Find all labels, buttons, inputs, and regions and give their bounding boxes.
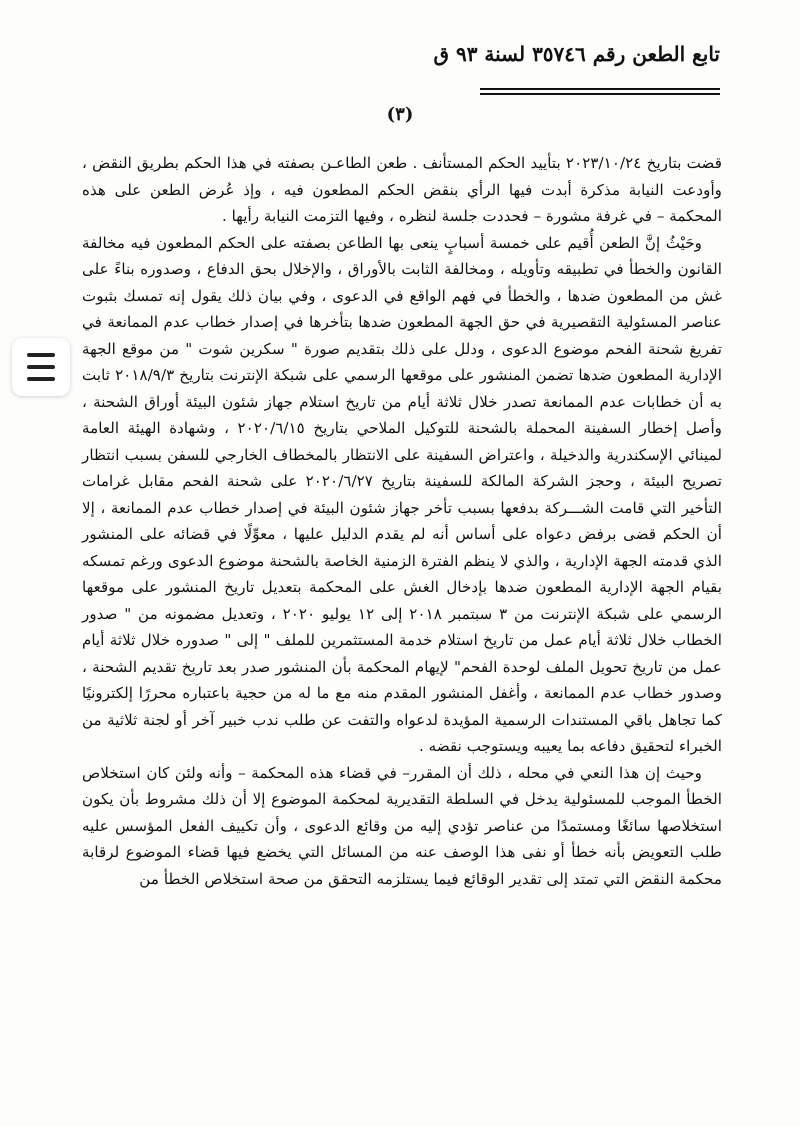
document-body <box>82 150 722 892</box>
paragraph-2: وحَيْثُ إنَّ الطعن أُقيم على خمسة أسبابٍ ينعى بها الطاعن بصفته على الحكم المطعون فيه مخالفة القانون والخطأ في تطبيقه وتأويله ، ومخالفة الثابت بالأوراق ، والإخلال بحق الدفاع ، وصدوره بناءً على غش من المطعون ضدها ، والخطأ في فهم الواقع في الدعوى ، وفي بيان ذلك يقول إنه تمسك بثبوت عناصر المسئولية التقصيرية في حق الجهة المطعون ضدها بتأخرها في إصدار خطاب عدم الممانعة في تفريغ شحنة الفحم موضوع الدعوى ، ودلل على ذلك بتقديم صورة " سكرين شوت " من موقع الجهة الإدارية المطعون ضدها تضمن المنشور على موقعها الرسمي على شبكة الإنترنت بتاريخ ٢٠١٨/٩/٣ ثابت به أن خطابات عدم الممانعة تصدر خلال ثلاثة أيام من تاريخ استلام جهاز شئون البيئة أوراق الشحنة ، وأصل إخطار السفينة المحملة بالشحنة للتوكيل الملاحي بتاريخ ٢٠٢٠/٦/١٥ ، وشهادة الهيئة العامة لمينائي الإسكندرية والدخيلة ، واعتراض السفينة على الانتظار بالمخطاف الخارجي للسفن بسبب انتظار تصريح البيئة ، وحجز الشركة المالكة للسفينة بتاريخ ٢٠٢٠/٦/٢٧ على شحنة الفحم مقابل غرامات التأخير التي قامت الشـــركة بدفعها بسبب تأخر جهاز شئون البيئة في إصدار خطاب عدم الممانعة ، إلا أن الحكم قضى برفض دعواه على أساس أنه لم يقدم الدليل عليها ، معوِّلًا في قضائه على المنشور الذي قدمته الجهة الإدارية ، والذي لا ينظم الفترة الزمنية الخاصة بالشحنة موضوع الدعوى ورغم تمسكه بقيام الجهة الإدارية المطعون ضدها بإدخال الغش على المحكمة بتعديل تاريخ المنشور على موقعها الرسمي على شبكة الإنترنت من ٣ سبتمبر ٢٠١٨ إلى ١٢ يوليو ٢٠٢٠ ، وتعديل مضمونه من " صدور الخطاب خلال ثلاثة أيام عمل من تاريخ استلام خدمة المستثمرين للملف " إلى " صدوره خلال ثلاثة أيام عمل من تاريخ تحويل الملف لوحدة الفحم" لإيهام المحكمة بأن المنشور صدر بعد تاريخ تقديم الشحنة ، وصدور خطاب عدم الممانعة ، وأغفل المنشور المقدم منه مع ما له من حجية باعتباره محررًا إلكترونيًا كما تجاهل باقي المستندات الرسمية المؤيدة لدعواه والتفت عن طلب ندب خبير آخر أو لجنة ثلاثية من الخبراء لتحقيق دفاعه بما يعيبه ويستوجب نقضه . <box>82 233 723 755</box>
paragraph-3: وحيث إن هذا النعي في محله ، ذلك أن المقرر– في قضاء هذه المحكمة – وأنه ولئن كان استخلاص الخطأ الموجب للمسئولية يدخل في السلطة التقديرية لمحكمة الموضوع إلا أن ذلك مشروط بأن يكون استخلاصها سائغًا ومستمدًا من عناصر تؤدي إليه من وقائع الدعوى ، وأن تكييف الفعل المؤسس عليه طلب التعويض بأنه خطأ أو نفى هذا الوصف عنه من المسائل التي يخضع فيها قضاء الموضوع لرقابة محكمة النقض التي تمتد إلى تقدير الوقائع فيما يستلزمه التحقق من صحة استخلاص الخطأ من <box>82 763 722 888</box>
hamburger-menu-icon-bar-2 <box>27 365 55 369</box>
header-divider-line-second <box>480 93 720 95</box>
hamburger-menu-icon <box>27 353 55 357</box>
hamburger-menu-button[interactable] <box>12 338 70 396</box>
document-header-title: تابع الطعن رقم ٣٥٧٤٦ لسنة ٩٣ ق <box>433 42 720 66</box>
page-number: (٣) <box>386 104 414 125</box>
header-divider-line <box>480 88 720 90</box>
paragraph-1: قضت بتاريخ ٢٠٢٣/١٠/٢٤ بتأييد الحكم المستأنف . طعن الطاعـن بصفته في هذا الحكم بطريق النقض ، وأودعت النيابة مذكرة أبدت فيها الرأي بنقض الحكم المطعون فيه ، وإذ عُرض الطعن على هذه المحكمة – في غرفة مشورة – فحددت جلسة لنظره ، وفيها التزمت النيابة رأيها . <box>82 154 722 225</box>
hamburger-menu-icon-bar-3 <box>27 377 55 381</box>
